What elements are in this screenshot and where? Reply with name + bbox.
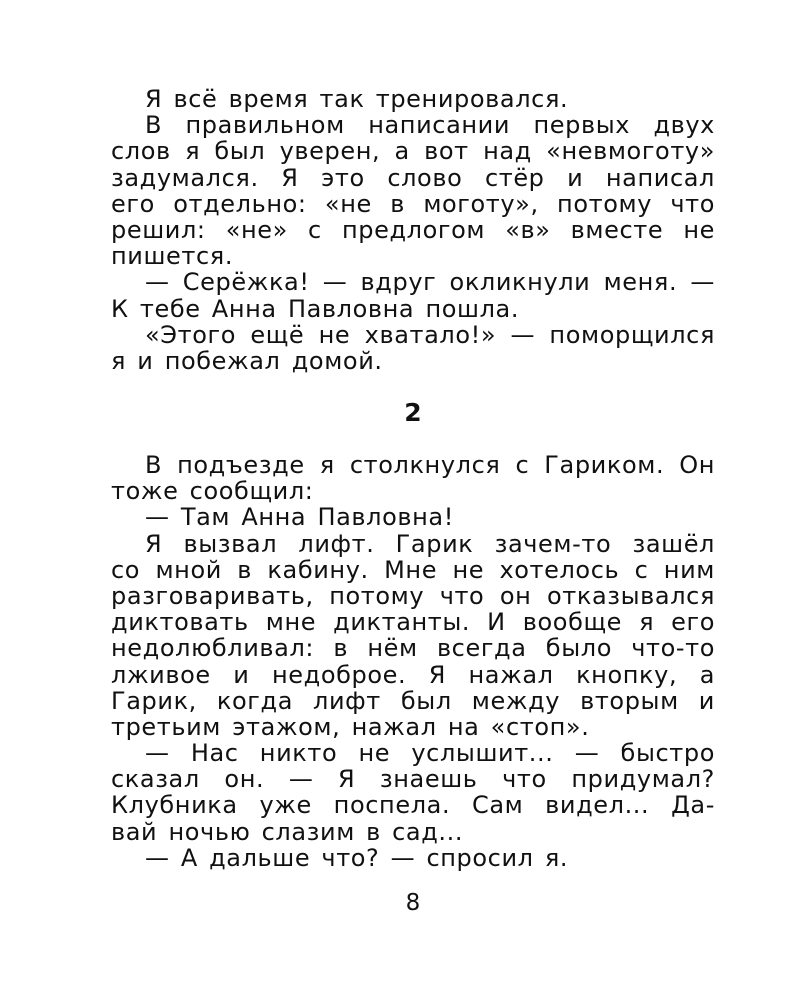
text-line: В подъезде я столкнулся с Гариком. Он — [145, 451, 715, 479]
text-line: — Серёжка! — вдруг окликнули меня. — — [145, 268, 715, 297]
page-number: 8 — [405, 890, 421, 916]
text-line: сказал он. — Я знаешь что придумал? — [111, 765, 715, 794]
text-line: Я вызвал лифт. Гарик зачем-то зашёл — [145, 529, 715, 558]
text-line: слов я был уверен, а вот над «невмоготу» — [111, 137, 715, 166]
text-line: «Этого ещё не хватало!» — поморщился — [145, 320, 715, 349]
text-line: Я всё время так тренировался. — [145, 85, 569, 113]
text-line: я и побежал домой. — [111, 346, 383, 375]
text-line: его отдельно: «не в моготу», потому что — [111, 189, 715, 218]
text-line: недолюбливал: в нём всегда было что-то — [111, 634, 715, 663]
text-line: — А дальше что? — спросил я. — [145, 843, 569, 872]
text-line: Клубника уже поспела. Сам видел... Да- — [111, 791, 715, 820]
text-line: третьим этажом, нажал на «стоп». — [111, 712, 590, 741]
text-block-2 — [111, 452, 715, 871]
text-line: задумался. Я это слово стёр и написал — [111, 163, 715, 192]
text-block-1 — [111, 86, 715, 374]
chapter-number: 2 — [404, 398, 422, 427]
text-line: со мной в кабину. Мне не хотелось с ним — [111, 555, 715, 584]
text-line: — Нас никто не услышит... — быстро — [145, 739, 715, 768]
text-line: диктовать мне диктанты. И вообще я его — [111, 608, 715, 637]
text-line: тоже сообщил: — [111, 477, 314, 506]
text-line: пишется. — [111, 242, 234, 271]
text-line: разговаривать, потому что он отказывался — [111, 581, 715, 610]
text-line: Гарик, когда лифт был между вторым и — [111, 686, 715, 715]
text-line: вай ночью слазим в сад... — [111, 817, 464, 846]
text-line: лживое и недоброе. Я нажал кнопку, а — [111, 660, 715, 689]
text-line: К тебе Анна Павловна пошла. — [111, 294, 520, 323]
text-line: — Там Анна Павловна! — [145, 503, 454, 532]
text-line: В правильном написании первых двух — [145, 111, 715, 140]
text-line: решил: «не» с предлогом «в» вместе не — [111, 215, 715, 244]
